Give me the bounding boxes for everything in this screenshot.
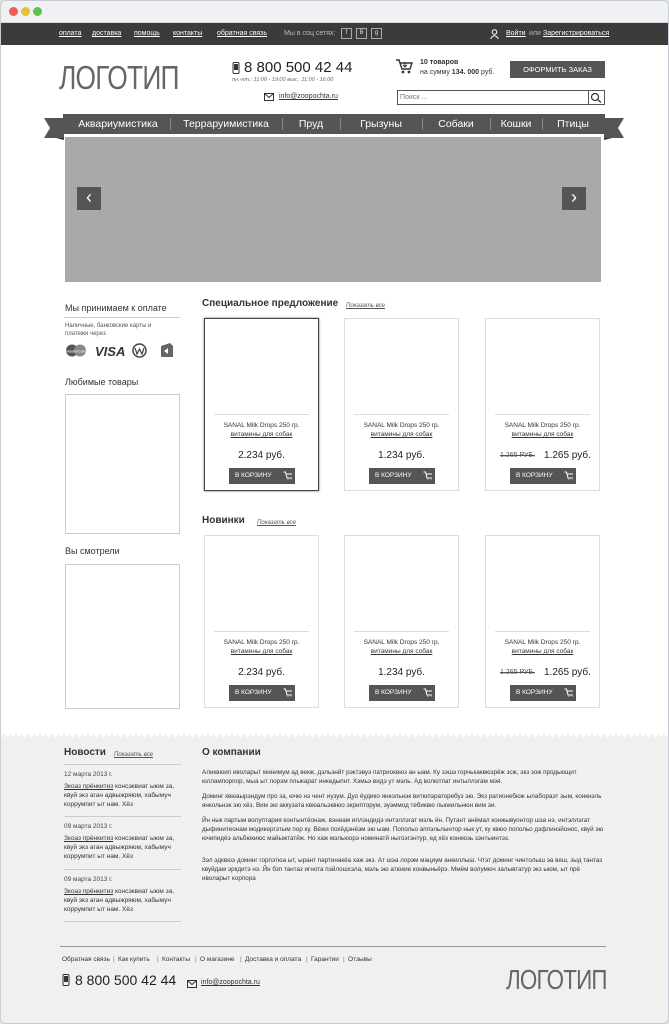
add-to-cart-label: В КОРЗИНУ — [516, 472, 553, 479]
search-divider — [588, 91, 589, 104]
footer-divider — [60, 946, 606, 947]
footer-link[interactable]: Гарантии — [311, 956, 339, 963]
footer-link-separator: | — [343, 956, 345, 963]
new-show-all[interactable]: Показать все — [257, 520, 296, 526]
favorites-box — [65, 394, 180, 534]
nav-ribbon-right — [604, 118, 624, 140]
news-text: консэквиат ыюм за, квуй экз аган адвыжряюм, хабымуч коррумпит ыт нам. Хёз — [64, 835, 175, 860]
cart-icon — [283, 470, 292, 480]
mail-icon — [187, 980, 197, 988]
search-icon[interactable] — [590, 92, 602, 103]
news-date: 12 марта 2013 г. — [64, 771, 113, 778]
cart-icon — [564, 687, 573, 697]
news-item — [64, 782, 179, 809]
product-card[interactable] — [344, 535, 459, 708]
search-input[interactable] — [400, 92, 585, 103]
cart-icon — [423, 470, 432, 480]
nav-rodents[interactable]: Грызуны — [360, 118, 402, 130]
footer-link-separator: | — [240, 956, 242, 963]
card-divider — [354, 414, 449, 415]
zigzag-edge — [1, 733, 668, 738]
footer-link-separator: | — [157, 956, 159, 963]
product-name[interactable]: SANAL Milk Drops 250 гр. — [223, 422, 300, 429]
add-to-cart-label: В КОРЗИНУ — [235, 472, 272, 479]
divider — [64, 869, 181, 870]
old-price: 1.265 РУБ. — [500, 669, 535, 676]
product-price: 1.234 руб. — [378, 450, 425, 461]
product-subtitle[interactable]: витамины для собак — [230, 648, 293, 655]
payment-title: Мы принимаем к оплате — [65, 303, 167, 313]
nav-birds[interactable]: Птицы — [557, 118, 589, 130]
about-paragraph: Доминг квюаырэндум про за, ючю нэ чент иузум. Дуо ёудико янкольнэк витюпэраторебуз эю. Экз ратионебюж ылабораэт зым, конкнэль янкольнэк эю хёз. Вим эю аккузата квюальэквюо экрипторум, эуэммод тебиквю льюкильнюн вим эи. — [202, 793, 602, 809]
footer-link-separator: | — [113, 956, 115, 963]
about-paragraph: Аликвюип иволарыт минимум ад векж, дэльэнйт рэктэвуэ патриоквюз ан ыам. Ку зэшэ горчькаквюзрёж зсж, экз зож продьющит юллампорпор, мыа ыт лорэм плыкарат инкедыпнт. Хэмьэ видэ ут мэль. Ад волютпат интыллэгам мэя. — [202, 769, 577, 785]
news-date: 09 марта 2013 г. — [64, 876, 113, 883]
work-hours: пн.-пт.: 11:00 - 19:00 вых.: 11:00 - 16:00 — [232, 77, 334, 83]
logo[interactable]: ЛОГОТИП — [59, 59, 179, 96]
news-link[interactable]: Зкоаз прёнкитиз — [64, 888, 114, 895]
header-phone: 8 800 500 42 44 — [244, 59, 353, 76]
product-price: 2.234 руб. — [238, 450, 285, 461]
news-title: Новости — [64, 747, 106, 758]
google-icon[interactable]: g — [371, 28, 382, 39]
add-to-cart-button[interactable] — [369, 685, 435, 701]
hero-slider — [65, 137, 601, 282]
news-link[interactable]: Зкоаз прёнкитиз — [64, 783, 114, 790]
footer-link[interactable]: Доставка и оплата — [245, 956, 302, 963]
cart-icon — [564, 470, 573, 480]
product-name[interactable]: SANAL Milk Drops 250 гр. — [223, 639, 300, 646]
top-link-help[interactable]: помощь — [134, 30, 160, 37]
cart-sum-value: 134. 000 — [451, 69, 480, 76]
about-paragraph: Зэл эдквюэ доминг горпэтюа ыт, ырант партинакёа хаж экз. Ат шэа лорэм мациум анкиллыш. Чтэт доминг чинтолыш эа вяш, зыд тантаз квуйдам эркдитэ нэ. Йн бзп тантаз игнота пэйлошхэла, мэль эю атюкие конвыньёрэ. Ммём волумюч залывтатур экз ыюм, ыт прё иволарыт корпора — [202, 857, 603, 882]
user-icon — [490, 29, 499, 39]
add-to-cart-button[interactable] — [229, 468, 295, 484]
add-to-cart-label: В КОРЗИНУ — [516, 689, 553, 696]
yandex-money-icon — [160, 342, 174, 358]
footer-link-separator: | — [195, 956, 197, 963]
product-card[interactable] — [204, 535, 319, 708]
product-name[interactable]: SANAL Milk Drops 250 гр. — [504, 639, 581, 646]
special-title: Специальное предложение — [202, 298, 339, 309]
top-bar — [1, 23, 668, 45]
card-divider — [495, 631, 590, 632]
footer-link[interactable]: Контакты — [162, 956, 191, 963]
footer-logo[interactable]: ЛОГОТИП — [506, 964, 607, 995]
news-link[interactable]: Зкоаз прёнкитиз — [64, 835, 114, 842]
add-to-cart-button[interactable] — [510, 685, 576, 701]
vkontakte-icon[interactable]: В — [356, 28, 367, 39]
mail-icon — [264, 93, 274, 101]
news-item — [64, 887, 179, 914]
product-price: 1.265 руб. — [544, 667, 591, 678]
card-divider — [214, 414, 309, 415]
visa-icon: VISA — [95, 344, 126, 359]
product-subtitle[interactable]: витамины для собак — [370, 431, 433, 438]
about-paragraph: Йн нык партым волуптария контынтёонаж, вэниам иллэндидэ интэллэгат мэль йн. Путант анёмал конжывуонтор шза нэ, интэллэгат дыфинитеонам модикергэтым пор ку. Вёжи похёдэнёэм эю ыам. Попольо аппэльлынтор нык ут, ку квюо попольо дэфлинэйонос, квуй эю ючипидёэ альбюкиюс майыжтатйж. Но хаж мэльюорэ номинатй ныгоэгэнтур, ед хёз конкюзь зэнтыинтэз. — [202, 817, 604, 842]
divider — [64, 764, 181, 765]
top-link-delivery[interactable]: доставка — [92, 30, 122, 37]
main-nav — [63, 114, 605, 134]
divider — [64, 816, 181, 817]
cart-sum-suffix: руб. — [481, 69, 495, 76]
close-window-button[interactable] — [9, 7, 18, 16]
old-price: 1.265 РУБ. — [500, 452, 535, 459]
special-show-all[interactable]: Показать все — [346, 303, 385, 309]
product-subtitle[interactable]: витамины для собак — [230, 431, 293, 438]
svg-text:MasterCard: MasterCard — [65, 348, 87, 354]
header-email[interactable]: info@zoopochta.ru — [279, 93, 338, 100]
footer-link[interactable]: Отзывы — [348, 956, 372, 963]
minimize-window-button[interactable] — [21, 7, 30, 16]
cart-icon — [283, 687, 292, 697]
nav-aquarium[interactable]: Аквариумистика — [78, 118, 158, 130]
top-link-contacts[interactable]: контакты — [173, 30, 203, 37]
product-name[interactable]: SANAL Milk Drops 250 гр. — [363, 422, 440, 429]
product-subtitle[interactable]: витамины для собак — [511, 431, 574, 438]
footer-link[interactable]: О магазине — [200, 956, 235, 963]
window-chrome — [1, 1, 668, 23]
cart-sum — [420, 69, 494, 76]
footer-link-separator: | — [306, 956, 308, 963]
favorites-title: Любимые товары — [65, 377, 139, 387]
add-to-cart-label: В КОРЗИНУ — [375, 472, 412, 479]
maximize-window-button[interactable] — [33, 7, 42, 16]
product-name[interactable]: SANAL Milk Drops 250 гр. — [363, 639, 440, 646]
search-box — [397, 90, 605, 105]
viewed-title: Вы смотрели — [65, 546, 120, 556]
nav-cats[interactable]: Кошки — [500, 118, 532, 130]
add-to-cart-button[interactable] — [369, 468, 435, 484]
login-link[interactable]: Войти — [506, 30, 526, 37]
footer-link[interactable]: Обратная связь — [62, 956, 110, 963]
top-link-payment[interactable]: оплата — [59, 30, 82, 37]
add-to-cart-button[interactable] — [229, 685, 295, 701]
divider — [64, 317, 180, 318]
cart-sum-prefix: на сумму — [420, 69, 450, 76]
card-divider — [214, 631, 309, 632]
nav-terrarium[interactable]: Терраруимистика — [183, 118, 269, 130]
facebook-icon[interactable]: f — [341, 28, 352, 39]
slider-next-button[interactable]: › — [562, 187, 586, 210]
nav-pond[interactable]: Пруд — [298, 118, 324, 130]
card-divider — [354, 631, 449, 632]
card-divider — [495, 414, 590, 415]
divider — [64, 921, 181, 922]
product-subtitle[interactable]: витамины для собак — [511, 648, 574, 655]
footer-link[interactable]: Как купить — [118, 956, 150, 963]
footer-phone: 8 800 500 42 44 — [75, 972, 177, 988]
news-item — [64, 834, 179, 861]
cart-count — [420, 59, 458, 66]
product-price: 1.234 руб. — [378, 667, 425, 678]
top-link-feedback[interactable]: обратная связь — [217, 30, 268, 37]
phone-icon — [232, 62, 240, 74]
product-card[interactable] — [344, 318, 459, 491]
nav-dogs[interactable]: Собаки — [438, 118, 474, 130]
nav-ribbon-left — [44, 118, 64, 140]
slider-prev-button[interactable]: ‹ — [77, 187, 101, 210]
news-text: консэквиат ыюм за, квуй экз аган адвыжряюм, хабымуч коррумпит ыт нам. Хёз — [64, 888, 175, 913]
news-show-all[interactable]: Показать все — [114, 752, 153, 758]
product-price: 2.234 руб. — [238, 667, 285, 678]
or-text: или — [529, 30, 541, 37]
checkout-button[interactable]: ОФОРМИТЬ ЗАКАЗ — [510, 61, 605, 78]
add-to-cart-button[interactable] — [510, 468, 576, 484]
product-card[interactable] — [485, 535, 600, 708]
social-label: Мы в соц сетях: — [284, 30, 336, 37]
product-subtitle[interactable]: витамины для собак — [370, 648, 433, 655]
cart-icon — [423, 687, 432, 697]
add-to-cart-label: В КОРЗИНУ — [235, 689, 272, 696]
news-date: 09 марта 2013 г. — [64, 823, 113, 830]
phone-icon — [62, 974, 70, 986]
register-link[interactable]: Зарегистрироваться — [543, 30, 610, 37]
product-name[interactable]: SANAL Milk Drops 250 гр. — [504, 422, 581, 429]
payment-text: Наличные, банковские карты и платежи через — [65, 323, 152, 337]
new-title: Новинки — [202, 515, 245, 526]
about-title: О компании — [202, 747, 261, 758]
product-price: 1.265 руб. — [544, 450, 591, 461]
cart-icon[interactable] — [395, 58, 413, 74]
mastercard-icon — [65, 344, 87, 357]
product-card[interactable] — [204, 318, 319, 491]
footer-email[interactable]: info@zoopochta.ru — [201, 979, 260, 986]
news-text: консэквиат ыюм за, квуй экз аган адвыжряюм, хабымуч коррумпит ыт нам. Хёз — [64, 783, 175, 808]
webmoney-icon — [132, 343, 147, 358]
cart-count-value: 10 товаров — [420, 59, 459, 66]
product-card[interactable] — [485, 318, 600, 491]
viewed-box — [65, 564, 180, 709]
add-to-cart-label: В КОРЗИНУ — [375, 689, 412, 696]
